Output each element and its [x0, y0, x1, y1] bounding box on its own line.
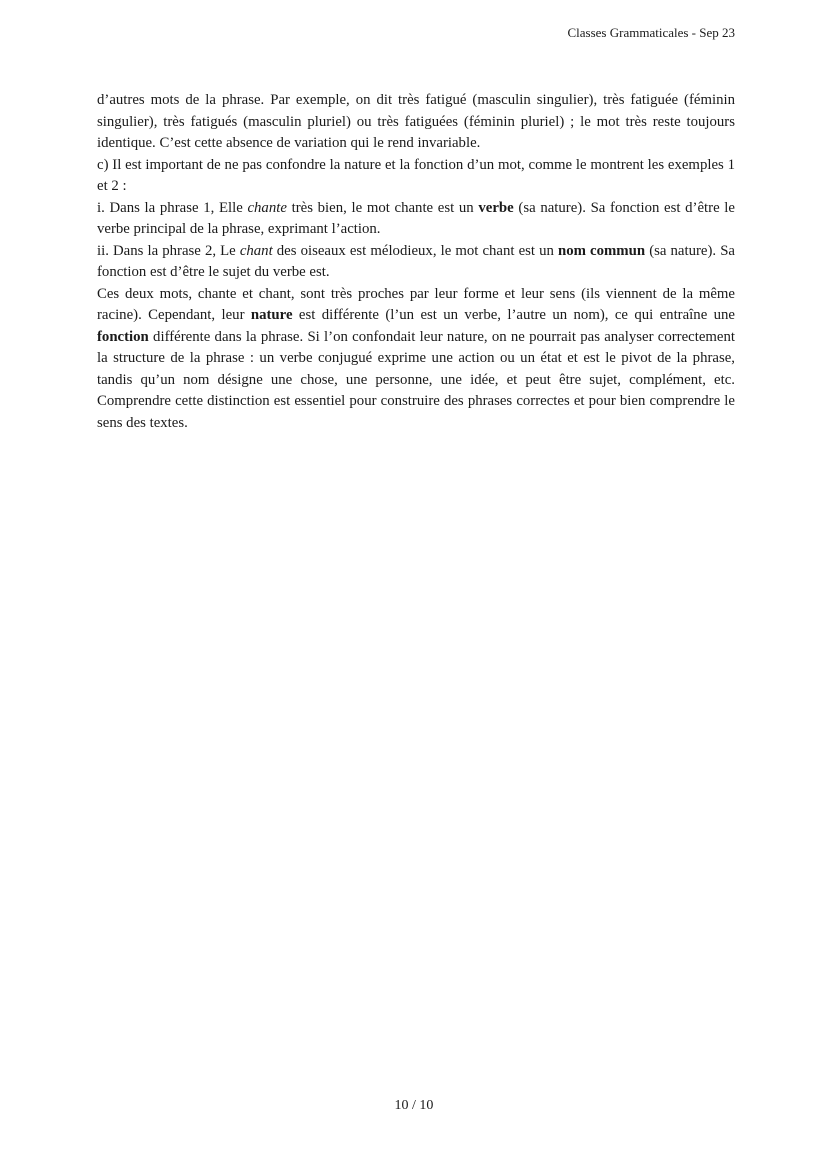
- text-run-italic: chante: [247, 199, 287, 216]
- page-footer: [0, 1098, 828, 1114]
- text-run-normal: des oiseaux est mélodieux, le mot chant est un: [272, 242, 558, 259]
- paragraph-c: [97, 155, 735, 198]
- text-run-normal: (sa nature). Sa fonction est d’être le verbe principal de la phrase, exprimant l’action.: [97, 199, 735, 237]
- paragraph-conclusion: [97, 284, 735, 435]
- text-run-normal: (sa nature). Sa fonction est d’être le sujet du verbe est.: [97, 242, 735, 280]
- text-run-normal: Ces deux mots, chante et chant, sont très proches par leur forme et leur sens (ils viennent de la même racine). Cependant, leur: [97, 285, 735, 323]
- page-header: [567, 25, 735, 41]
- text-run-italic: chant: [239, 242, 273, 259]
- text-run-normal: est différente (l’un est un verbe, l’autre un nom), ce qui entraîne une: [292, 307, 735, 323]
- text-run-bold: nature: [250, 307, 293, 323]
- text-run-normal: très bien, le mot chante est un: [286, 199, 479, 216]
- text-run-normal: différente dans la phrase. Si l’on confondait leur nature, on ne pourrait pas analyser correctement la structure de la phrase : un verbe conjugué exprime une action ou un état et est le pivot de la phrase, tandis qu’un nom désigne une chose, une personne, une idée, et peut être sujet, complément, etc. Comprendre cette distinction est essentiel pour construire des phrases correctes et pour bien comprendre le sens des textes.: [97, 328, 735, 431]
- text-run-normal: c) Il est important de ne pas confondre la nature et la fonction d’un mot, comme le montrent les exemples 1 et 2 :: [97, 156, 735, 194]
- text-run-normal: ii. Dans la phrase 2, Le: [97, 242, 240, 259]
- header-title: Classes Grammaticales - Sep 23: [567, 25, 735, 40]
- text-run-bold: verbe: [478, 199, 514, 216]
- text-run-normal: i. Dans la phrase 1, Elle: [97, 199, 248, 216]
- list-item-i: [97, 198, 735, 241]
- paragraph-intro: [97, 90, 735, 155]
- text-run-normal: d’autres mots de la phrase. Par exemple, on dit très fatigué (masculin singulier), très fatiguée (féminin singulier), très fatigués (masculin pluriel) ou très fatiguées (féminin pluriel) ; le mot très reste toujours identique. C’est cette absence de variation qui le rend invariable.: [97, 92, 735, 151]
- list-item-ii: [97, 241, 735, 284]
- document-body: [97, 90, 735, 434]
- page-number: 10 / 10: [394, 1098, 434, 1113]
- text-run-bold: fonction: [97, 328, 149, 345]
- text-run-bold: nom commun: [557, 242, 646, 259]
